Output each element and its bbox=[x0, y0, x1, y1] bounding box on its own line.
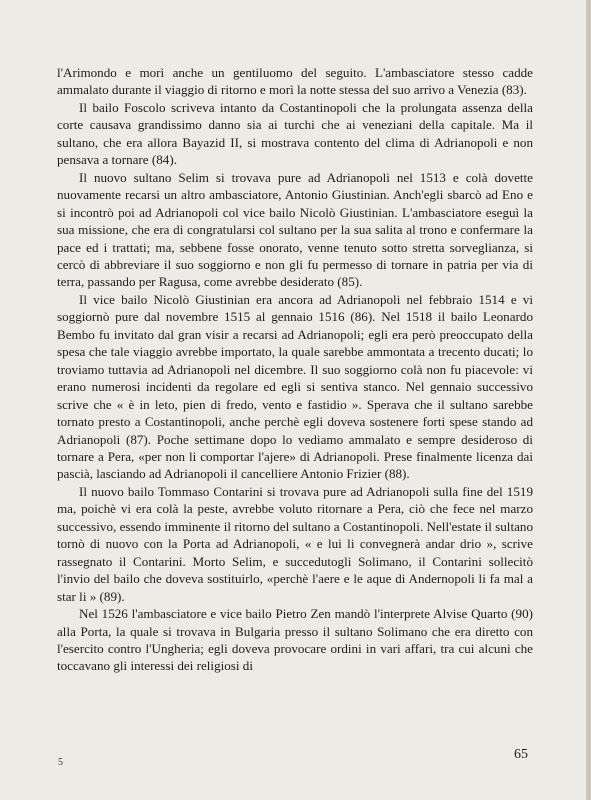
page-edge bbox=[586, 0, 591, 800]
paragraph-2: Il bailo Foscolo scriveva intanto da Costantinopoli che la prolungata assenza della corte causava grandissimo danno sia ai turchi che ai veneziani della capitale. Ma il sultano, che era allora Bayazid II, si mostrava contento del clima di Adrianopoli e non pensava a tornare (84). bbox=[57, 99, 533, 168]
paragraph-6: Nel 1526 l'ambasciatore e vice bailo Pietro Zen mandò l'interprete Alvise Quarto (90) alla Porta, la quale si trovava in Bulgaria presso il sultano Solimano che era diretto con l'esercito contro l'Ungheria; egli doveva provocare ordini in vari affari, tra cui alcuni che toccavano gli interessi dei religiosi di bbox=[57, 606, 533, 674]
body-text bbox=[57, 64, 533, 675]
paragraph-5: Il nuovo bailo Tommaso Contarini si trovava pure ad Adrianopoli sulla fine del 1519 ma, poichè vi era colà la peste, avrebbe voluto ritornare a Pera, ciò che fece nel marzo successivo, essendo imminente il ritorno del sultano a Costantinopoli. Nell'estate il sultano tornò di nuovo con la Porta ad Adrianopoli, « e lui li convegnerà andar drio », scrive rassegnato il Contarini. Morto Selim, e succedutogli Solimano, il Contarini sollecitò l'invio del bailo che doveva sostituirlo, «perchè l'aere e le aque di Andernopoli li fa mal a star li » (89). bbox=[57, 483, 533, 604]
signature-mark: 5 bbox=[58, 757, 63, 768]
paragraph-4: Il vice bailo Nicolò Giustinian era ancora ad Adrianopoli nel febbraio 1514 e vi soggiornò pure dal novembre 1515 al gennaio 1516 (86). Nel 1518 il bailo Leonardo Bembo fu invitato dal gran visir a recarsi ad Adrianopoli; egli era però preoccupato della spesa che tale viaggio avrebbe importato, la quale sarebbe ammontata a trecento ducati; lo troviamo tuttavia ad Adrianopoli nel dicembre. Il suo soggiorno colà non fu piacevole: vi erano numerosi incidenti da regolare ed egli si sentiva stanco. Nel gennaio successivo scrive che « è in leto, pien di fredo, vento e fastidio ». Sperava che il sultano sarebbe tornato presto a Costantinopoli, anche perchè egli doveva sostenere forti spese stando ad Adrianopoli (87). Poche settimane dopo lo vediamo ammalato e sempre desideroso di tornare a Pera, «per non li comportar l'ajere» di Adrianopoli. Prese finalmente licenza dai pascià, lasciando ad Adrianopoli il cancelliere Antonio Frizier (88). bbox=[57, 291, 533, 482]
paragraph-3: Il nuovo sultano Selim si trovava pure ad Adrianopoli nel 1513 e colà dovette nuovamente recarsi un altro ambasciatore, Antonio Giustinian. Anch'egli sbarcò ad Eno e si incontrò poi ad Adrianopoli col vice bailo Nicolò Giustinian. L'ambasciatore eseguì la sua missione, che era di congratularsi col sultano per la sua salita al trono e confermare la pace ed i trattati; ma, sebbene fosse onorato, venne tenuto sotto stretta sorveglianza, si cercò di abbreviare il suo soggiorno e non gli fu permesso di tornare in patria per via di terra, passando per Ragusa, come avrebbe desiderato (85). bbox=[57, 169, 533, 290]
page-number: 65 bbox=[514, 747, 528, 762]
paragraph-1: l'Arimondo e morì anche un gentiluomo del seguito. L'ambasciatore stesso cadde ammalato durante il viaggio di ritorno e morì la notte stessa del suo arrivo a Venezia (83). bbox=[57, 65, 533, 98]
